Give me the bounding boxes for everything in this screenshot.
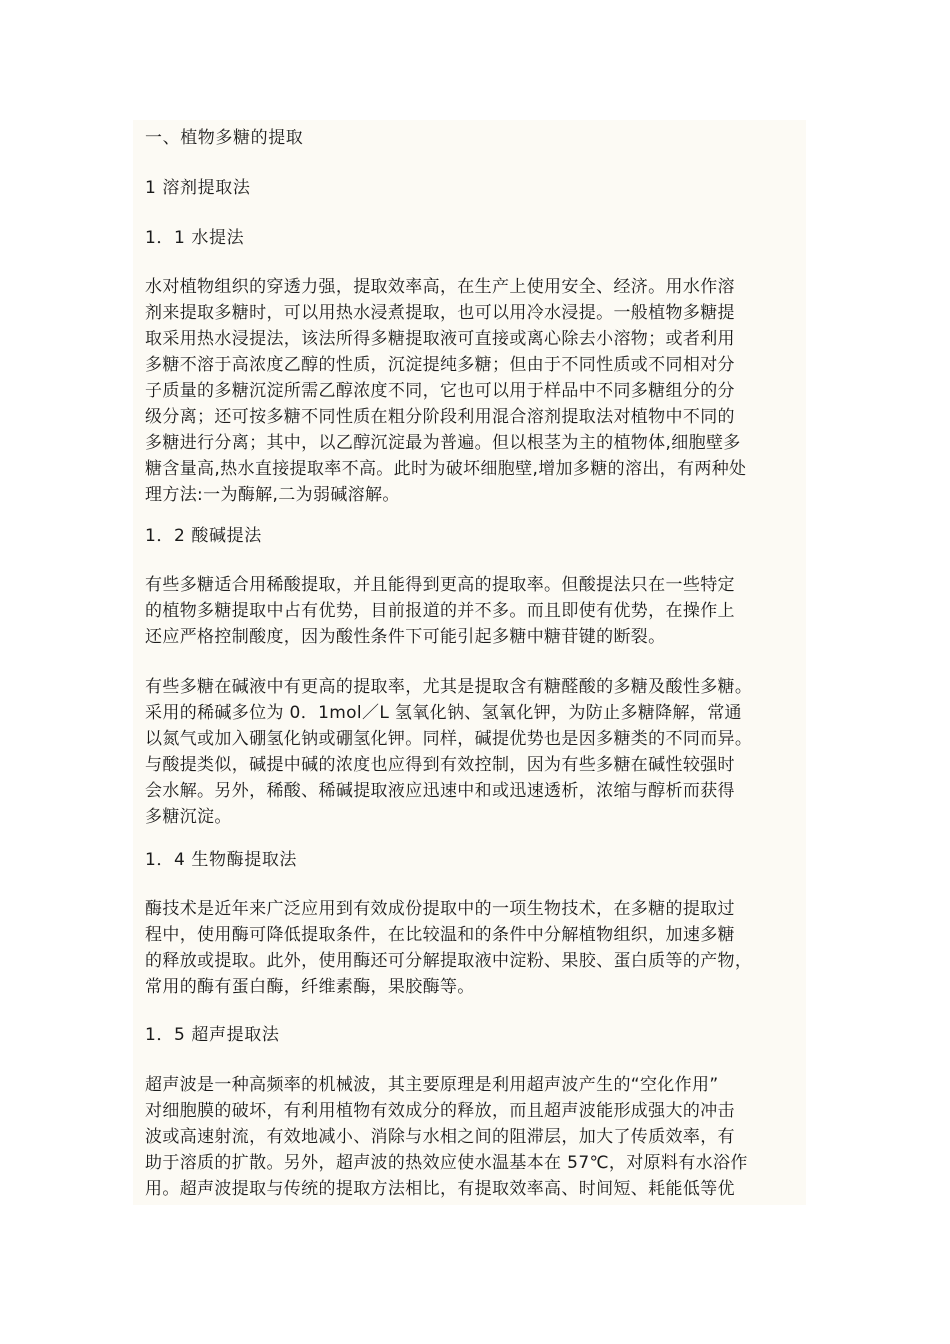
paragraph-line: 多糖不溶于高浓度乙醇的性质，沉淀提纯多糖；但由于不同性质或不同相对分 [145,355,735,375]
paragraph-line: 波或高速射流，有效地减小、消除与水相之间的阻滞层，加大了传质效率，有 [145,1127,735,1147]
section-heading-enzyme-extraction: 1．4 生物酶提取法 [145,850,298,870]
section-heading-ultrasonic-extraction: 1．5 超声提取法 [145,1025,280,1045]
paragraph-line: 理方法:一为酶解,二为弱碱溶解。 [145,485,400,505]
paragraph-line: 常用的酶有蛋白酶，纤维素酶，果胶酶等。 [145,977,475,997]
paragraph-line: 还应严格控制酸度，因为酸性条件下可能引起多糖中糖苷键的断裂。 [145,627,666,647]
paragraph-line: 对细胞膜的破坏，有利用植物有效成分的释放，而且超声波能形成强大的冲击 [145,1101,735,1121]
paragraph-line: 程中，使用酶可降低提取条件，在比较温和的条件中分解植物组织，加速多糖 [145,925,735,945]
paragraph-line: 有些多糖在碱液中有更高的提取率，尤其是提取含有糖醛酸的多糖及酸性多糖。 [145,677,753,697]
paragraph-line: 的植物多糖提取中占有优势，目前报道的并不多。而且即使有优势，在操作上 [145,601,735,621]
section-heading-acid-alkali-extraction: 1．2 酸碱提法 [145,526,262,546]
paragraph-line: 酶技术是近年来广泛应用到有效成份提取中的一项生物技术，在多糖的提取过 [145,899,735,919]
section-heading-solvent-extraction: 1 溶剂提取法 [145,178,251,198]
paragraph-line: 水对植物组织的穿透力强，提取效率高，在生产上使用安全、经济。用水作溶 [145,277,735,297]
paragraph-line: 糖含量高,热水直接提取率不高。此时为破坏细胞壁,增加多糖的溶出，有两种处 [145,459,747,479]
paragraph-line: 用。超声波提取与传统的提取方法相比，有提取效率高、时间短、耗能低等优 [145,1179,735,1199]
paragraph-line: 会水解。另外，稀酸、稀碱提取液应迅速中和或迅速透析，浓缩与醇析而获得 [145,781,735,801]
paragraph-line: 采用的稀碱多位为 0．1mol／L 氢氧化钠、氢氧化钾，为防止多糖降解，常通 [145,703,742,723]
paragraph-line: 剂来提取多糖时，可以用热水浸煮提取，也可以用冷水浸提。一般植物多糖提 [145,303,735,323]
paragraph-line: 取采用热水浸提法，该法所得多糖提取液可直接或离心除去小溶物；或者利用 [145,329,735,349]
section-heading-water-extraction: 1．1 水提法 [145,228,245,248]
paragraph-line: 多糖沉淀。 [145,807,232,827]
paragraph-line: 超声波是一种高频率的机械波，其主要原理是利用超声波产生的“空化作用” [145,1075,719,1095]
paragraph-line: 的释放或提取。此外，使用酶还可分解提取液中淀粉、果胶、蛋白质等的产物， [145,951,753,971]
paragraph-line: 子质量的多糖沉淀所需乙醇浓度不同，它也可以用于样品中不同多糖组分的分 [145,381,735,401]
paragraph-line: 以氮气或加入硼氢化钠或硼氢化钾。同样，碱提优势也是因多糖类的不同而异。 [145,729,753,749]
paragraph-line: 级分离；还可按多糖不同性质在粗分阶段利用混合溶剂提取法对植物中不同的 [145,407,735,427]
paragraph-line: 与酸提类似，碱提中碱的浓度也应得到有效控制，因为有些多糖在碱性较强时 [145,755,735,775]
paragraph-line: 多糖进行分离；其中，以乙醇沉淀最为普遍。但以根茎为主的植物体,细胞壁多 [145,433,741,453]
main-heading: 一、植物多糖的提取 [145,128,304,148]
paragraph-line: 助于溶质的扩散。另外，超声波的热效应使水温基本在 57℃，对原料有水浴作 [145,1153,748,1173]
paragraph-line: 有些多糖适合用稀酸提取，并且能得到更高的提取率。但酸提法只在一些特定 [145,575,735,595]
